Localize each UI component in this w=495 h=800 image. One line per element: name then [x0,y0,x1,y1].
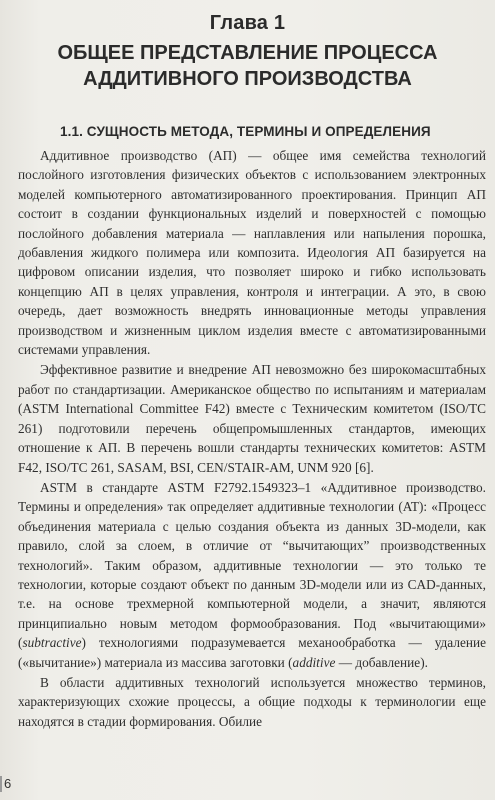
paragraph-3-part-3: — добавление). [335,654,428,670]
chapter-label: Глава 1 [209,12,286,34]
term-additive: additive [292,654,336,670]
term-subtractive: subtractive [22,635,82,651]
paragraph-3-part-2: ) технологиями подразумевается механообработка — удаление («вычитание») материала из массива заготовки ( [18,635,486,670]
page-number: 6 [4,776,12,791]
paragraph-3 [18,478,486,672]
chapter-title-line-1: ОБЩЕЕ ПРЕДСТАВЛЕНИЕ ПРОЦЕССА [57,42,438,64]
paragraph-4: В области аддитивных технологий используется множество терминов, характеризующих схожие процессы, а общие подходы к терминологии еще находятся в стадии формирования. Обилие [18,674,486,729]
paragraph-1: Аддитивное производство (АП) — общее имя семейства технологий послойного изготовления физических объектов с использованием электронных моделей компьютерного автоматизированного проектирования. Принцип АП состоит в создании функциональных изделий и поверхностей с помощью послойного добавления материала — наплавления или напыления порошка, добавления жидкого полимера или композита. Идеология АП базируется на цифровом описании изделия, что позволяет широко и гибко использовать концепцию АП в целях управления, контроля и интеграции. А это, в свою очередь, дает возможность внедрять инновационные методы управления производством и жизненным циклом изделия вместе с автоматизированными системами управления. [18,148,486,358]
body-text [18,146,486,731]
chapter-title [0,40,495,92]
paragraph-3-part-1: ASTM в стандарте ASTM F2792.1549323–1 «Аддитивное производство. Термины и определения» так определяет аддитивные технологии (AT): «Процесс объединения материала с целью создания объекта из данных 3D-модели, как правило, слой за слоем, в отличие от “вычитающих” производственных технологий». Таким образом, аддитивные технологии — это только те технологии, которые создают объект по данным 3D-модели или из CAD-данных, т.е. на основе трехмерной компьютерной модели, а значит, являются принципиально новым методом формообразования. Под «вычитающими» ( [18,479,486,651]
chapter-title-line-2: АДДИТИВНОГО ПРОИЗВОДСТВА [83,68,412,90]
paragraph-2: Эффективное развитие и внедрение АП невозможно без широкомасштабных работ по стандартизации. Американское общество по испытаниям и материалам (ASTM International Committee F42) вместе с Техническим комитетом (ISO/TC 261) подготовили перечень общепромышленных стандартов, имеющих отношение к АП. В перечень вошли стандарты технических комитетов: ASTM F42, ISO/TC 261, SASAM, BSI, CEN/STAIR-AM, UNM 920 [6]. [18,362,486,475]
section-title: 1.1. СУЩНОСТЬ МЕТОДА, ТЕРМИНЫ И ОПРЕДЕЛЕНИЯ [60,124,431,139]
